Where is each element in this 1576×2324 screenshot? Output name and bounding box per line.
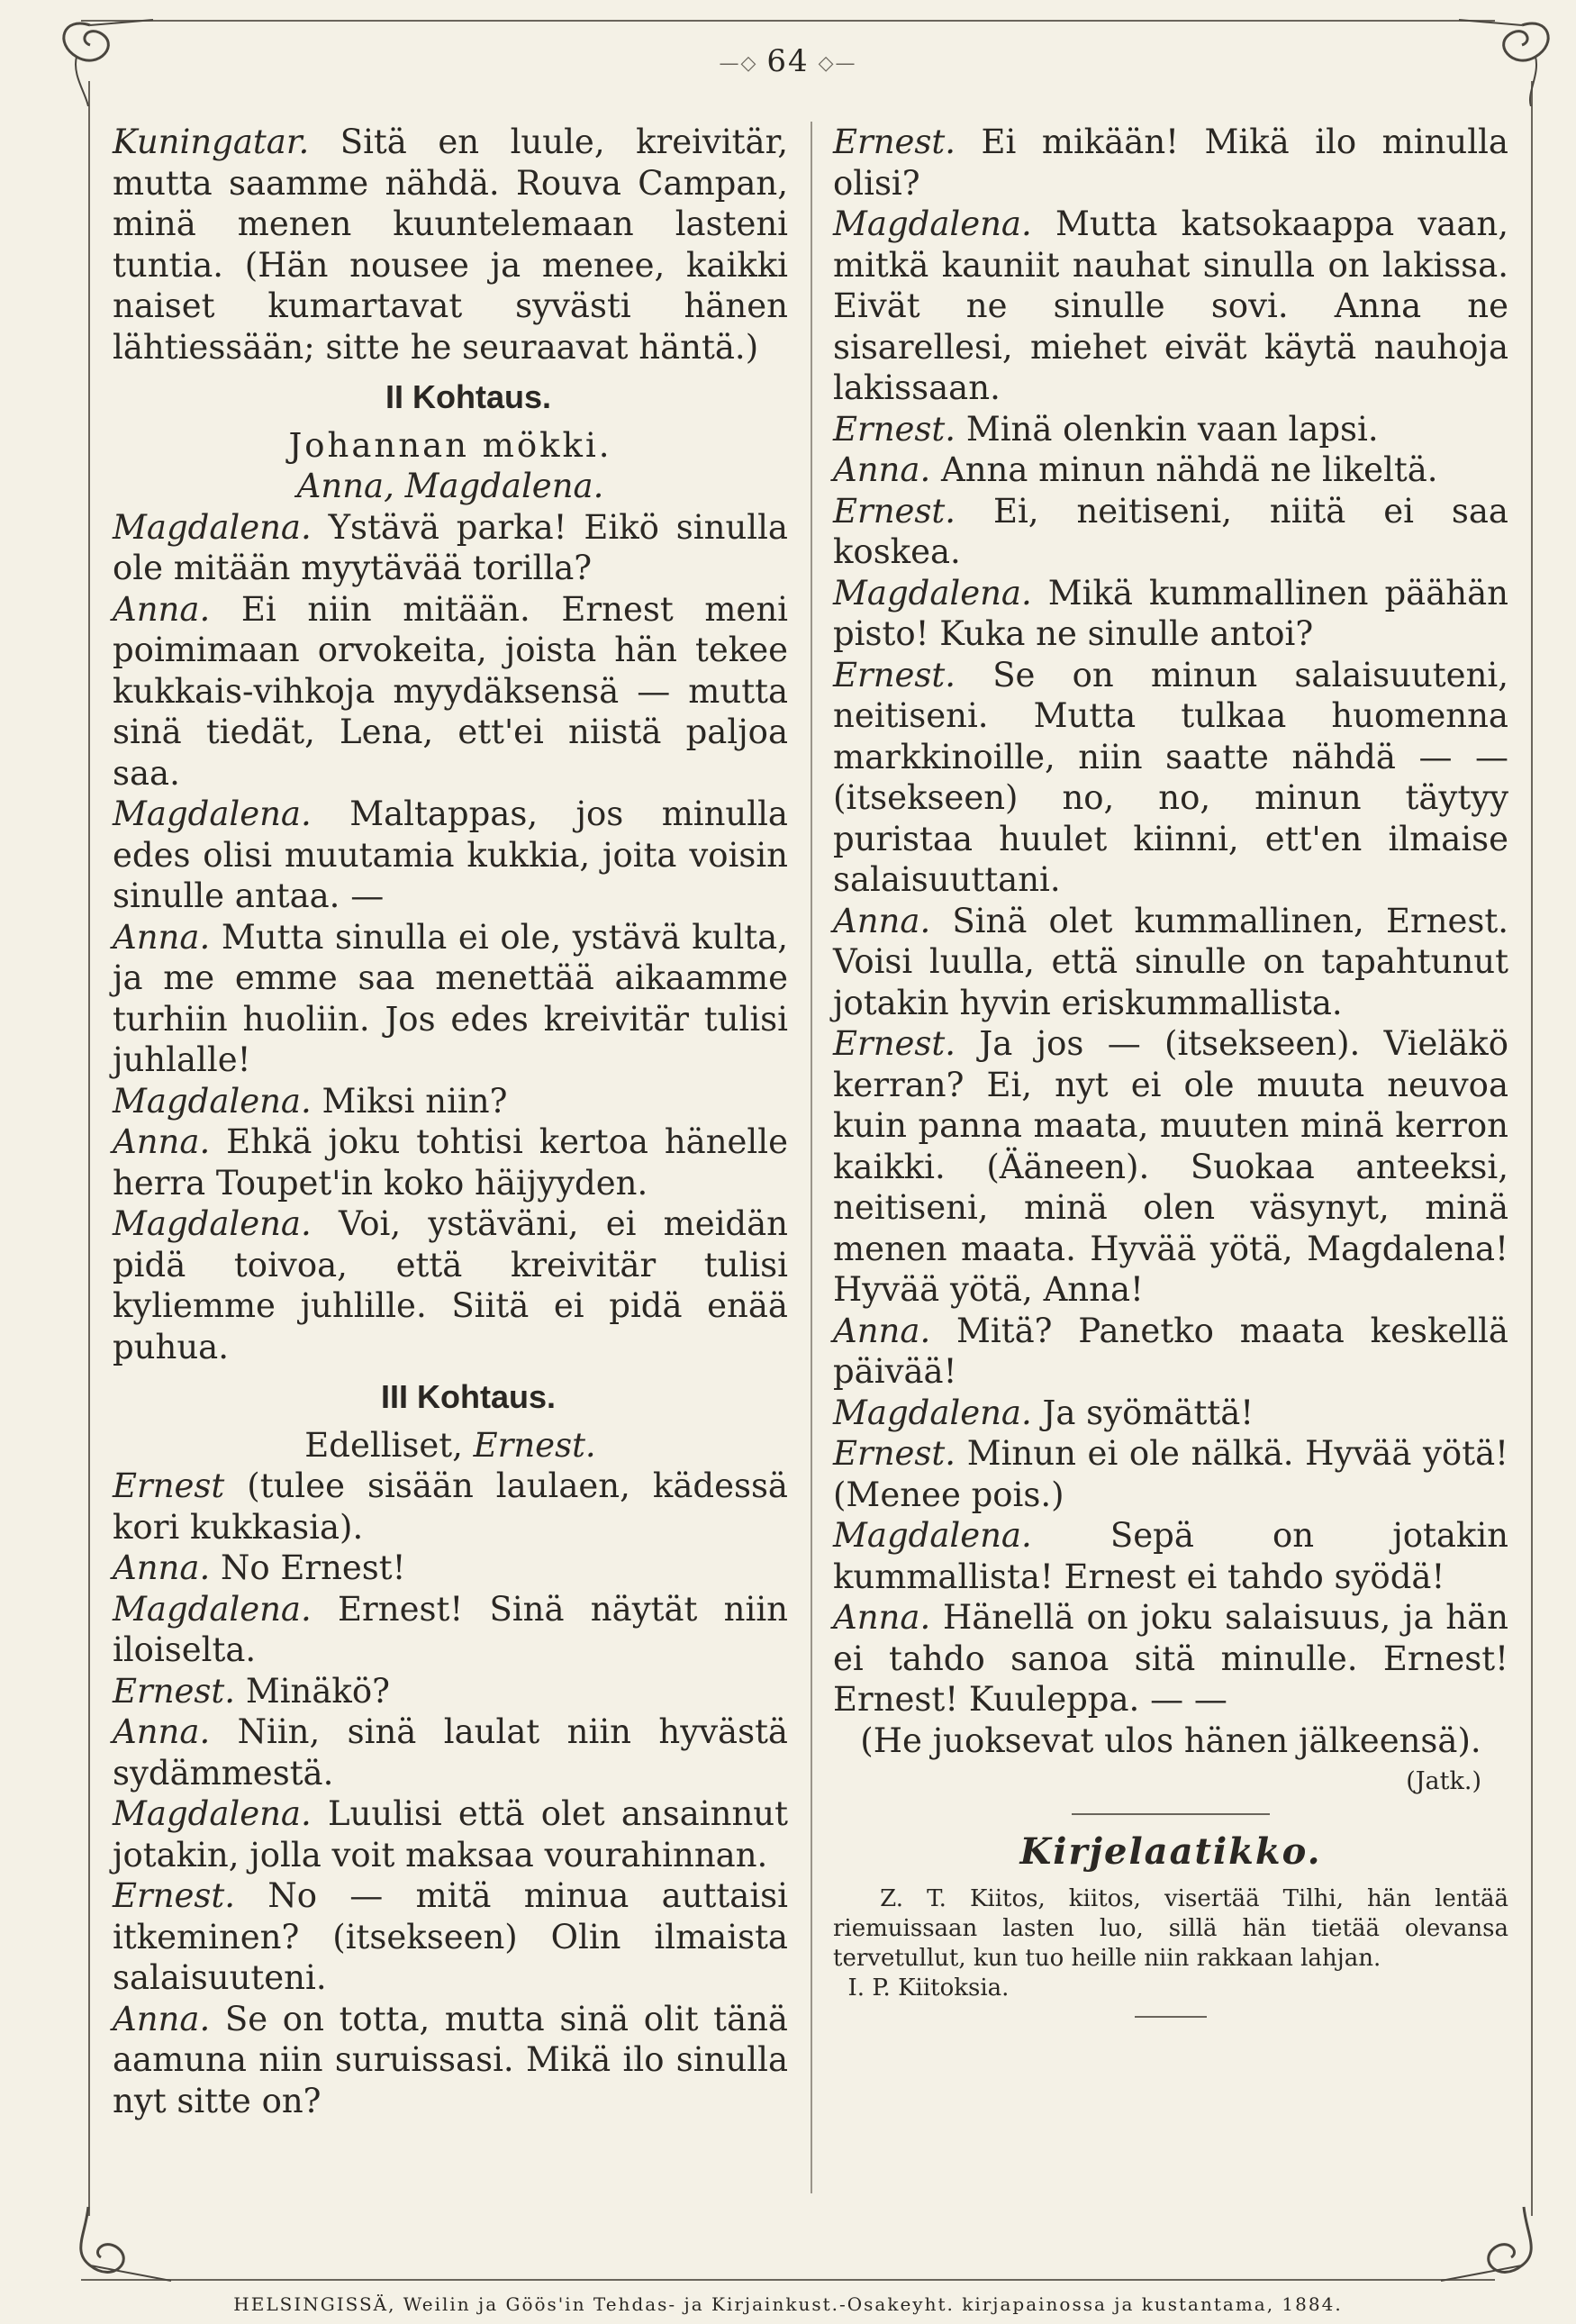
dialogue-line: Anna. Sinä olet kummallinen, Ernest. Voisi luulla, että sinulle on tapahtunut jotakin hyvin eriskummallista. bbox=[833, 901, 1508, 1022]
left-column bbox=[113, 122, 788, 2121]
dialogue-line: Magdalena. Maltappas, jos minulla edes olisi muutamia kukkia, joita voisin sinulle antaa. — bbox=[113, 794, 788, 915]
scene-persons: Anna, Magdalena. bbox=[296, 467, 604, 505]
dialogue-line: Anna. Se on totta, mutta sinä olit tänä aamuna niin suruissasi. Mikä ilo sinulla nyt sitte on? bbox=[113, 1999, 788, 2120]
right-column bbox=[833, 122, 1508, 2018]
dialogue-line: Anna. Hänellä on joku salaisuus, ja hän ei tahdo sanoa sitä minulle. Ernest! Ernest! Kuuleppa. — — bbox=[833, 1598, 1508, 1719]
dialogue-line: Anna. No Ernest! bbox=[113, 1548, 406, 1587]
dialogue-line: Ernest. Ja jos — (itsekseen). Vieläkö kerran? Ei, nyt ei ole muuta neuvoa kuin panna maata, muuten minä kerron kaikki. (Ääneen). Suokaa anteeksi, neitiseni, minä olen väsynyt, minä menen maata. Hyvää yötä, Magdalena! Hyvää yötä, Anna! bbox=[833, 1024, 1509, 1309]
dialogue-line: Magdalena. Luulisi että olet ansainnut jotakin, jolla voit maksaa vourahinnan. bbox=[113, 1794, 788, 1875]
section-title-kirjelaatikko: Kirjelaatikko. bbox=[1019, 1829, 1322, 1873]
dialogue-line: Anna. Anna minun nähdä ne likeltä. bbox=[833, 450, 1438, 489]
publisher-footer: HELSINGISSÄ, Weilin ja Göös'in Tehdas- ja Kirjainkust.-Osakeyht. kirjapainossa ja kustantama, 1884. bbox=[233, 2293, 1343, 2315]
column-divider bbox=[811, 122, 812, 2193]
page-number: 64 bbox=[766, 43, 810, 79]
dialogue-line: Ernest. Minun ei ole nälkä. Hyvää yötä! (Menee pois.) bbox=[833, 1434, 1508, 1514]
dialogue-line: Ernest. Ei, neitiseni, niitä ei saa koskea. bbox=[833, 491, 1508, 571]
dialogue-line: Magdalena. Voi, ystäväni, ei meidän pidä toivoa, että kreivitär tulisi kyliemme juhlille. Siitä ei pidä enää puhua. bbox=[113, 1204, 788, 1366]
section-rule bbox=[1072, 1813, 1270, 1815]
dialogue-line: Anna. Niin, sinä laulat niin hyvästä sydämmestä. bbox=[113, 1712, 788, 1793]
scene-heading-3: III Kohtaus. bbox=[380, 1378, 556, 1415]
frame-top-rule bbox=[81, 20, 1495, 22]
frame-left-rule bbox=[88, 81, 90, 2216]
dialogue-line: Anna. Mutta sinulla ei ole, ystävä kulta, ja me emme saa menettää aikaamme turhiin huoliin. Jos edes kreivitär tulisi juhlalle! bbox=[113, 917, 788, 1079]
dialogue-line: Ernest. No — mitä minua auttaisi itkeminen? (itsekseen) Olin ilmaista salaisuuteni. bbox=[113, 1876, 788, 1997]
dialogue-line: Ernest. Se on minun salaisuuteni, neitiseni. Mutta tulkaa huomenna markkinoille, niin saatte nähdä — — (itsekseen) no, no, minun täytyy puristaa huulet kiinni, ett'en ilmaise salaisuuttani. bbox=[833, 655, 1509, 899]
header-ornament-right: ◇— bbox=[818, 51, 857, 75]
corner-ornament-bottom-right bbox=[1441, 2198, 1576, 2297]
continued-note: (Jatk.) bbox=[1406, 1767, 1481, 1795]
letter-reply: I. P. Kiitoksia. bbox=[847, 1974, 1010, 2002]
dialogue-line: Magdalena. Sepä on jotakin kummallista! Ernest ei tahdo syödä! bbox=[833, 1516, 1509, 1596]
dialogue-line: Anna. Mitä? Panetko maata keskellä päivää! bbox=[833, 1311, 1508, 1391]
dialogue-line: Ernest. Minä olenkin vaan lapsi. bbox=[833, 409, 1379, 449]
dialogue-line: Magdalena. Miksi niin? bbox=[113, 1081, 508, 1121]
page-header bbox=[0, 43, 1576, 79]
letter-reply: Z. T. Kiitos, kiitos, visertää Tilhi, hän lentää riemuissaan lasten luo, sillä hän tietää olevansa tervetullut, kun tuo heille niin rakkaan lahjan. bbox=[833, 1885, 1508, 1972]
dialogue-line: Ernest (tulee sisään laulaen, kädessä kori kukkasia). bbox=[113, 1466, 788, 1547]
dialogue-line: Magdalena. Ja syömättä! bbox=[833, 1393, 1254, 1432]
letters-box bbox=[833, 1884, 1508, 2003]
dialogue-line: Magdalena. Mutta katsokaappa vaan, mitkä kauniit nauhat sinulla on lakissa. Eivät ne sinulle sovi. Anna ne sisarellesi, miehet eivät käytä nauhoja lakissaan. bbox=[833, 204, 1509, 407]
dialogue-line: Magdalena. Mikä kummallinen päähän pisto! Kuka ne sinulle antoi? bbox=[833, 573, 1509, 653]
header-ornament-left: —◇ bbox=[719, 51, 758, 75]
stage-direction: (He juoksevat ulos hänen jälkeensä). bbox=[860, 1720, 1481, 1760]
scene-persons: Edelliset, Ernest. bbox=[304, 1425, 596, 1465]
frame-bottom-rule bbox=[81, 2279, 1495, 2281]
frame-right-rule bbox=[1531, 81, 1533, 2216]
dialogue-line: Magdalena. Ystävä parka! Eikö sinulla ole mitään myytävää torilla? bbox=[113, 507, 788, 587]
scene-heading-2: II Kohtaus. bbox=[385, 378, 551, 415]
dialogue-line: Anna. Ehkä joku tohtisi kertoa hänelle herra Toupet'in koko häijyyden. bbox=[113, 1122, 788, 1203]
corner-ornament-bottom-left bbox=[36, 2198, 171, 2297]
dialogue-line: Anna. Ei niin mitään. Ernest meni poimimaan orvokeita, joista hän tekee kukkais-vihkoja myydäksensä — mutta sinä tiedät, Lena, ett'ei niistä paljoa saa. bbox=[113, 589, 788, 793]
dialogue-line: Ernest. Ei mikään! Mikä ilo minulla olisi? bbox=[833, 123, 1508, 203]
scene-location: Johannan mökki. bbox=[288, 425, 612, 465]
dialogue-line: Kuningatar. Sitä en luule, kreivitär, mutta saamme nähdä. Rouva Campan, minä menen kuuntelemaan lasteni tuntia. (Hän nousee ja menee, kaikki naiset kumartavat syvästi hänen lähtiessään; sitte he seuraavat häntä.) bbox=[113, 123, 788, 367]
dialogue-line: Ernest. Minäkö? bbox=[113, 1671, 390, 1711]
closing-rule bbox=[1135, 2016, 1207, 2018]
dialogue-line: Magdalena. Ernest! Sinä näytät niin iloiselta. bbox=[113, 1589, 788, 1669]
